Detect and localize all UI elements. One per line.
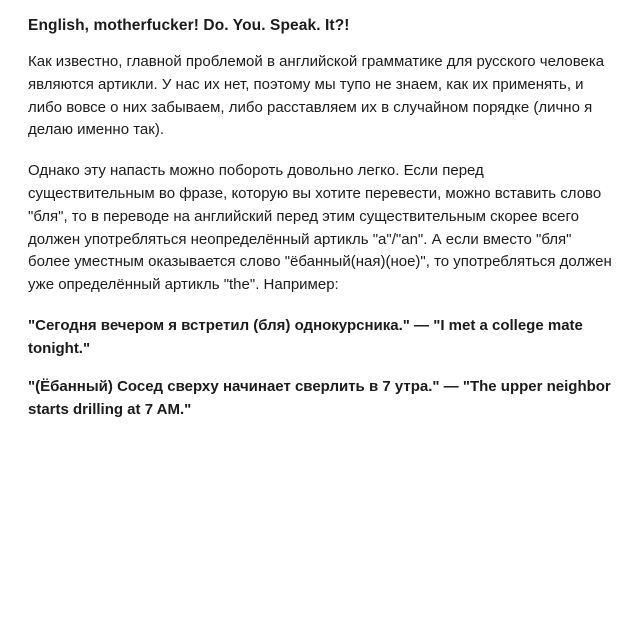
- paragraph-articles-problem: Как известно, главной проблемой в английской грамматике для русского человека являются артикли. У нас их нет, поэтому мы тупо не знаем, как их применять, и либо вовсе о них забываем, либо расставляем их в случайном порядке (лично я делаю именно так).: [28, 52, 605, 139]
- paragraph-example-definite-article: "(Ёбанный) Сосед сверху начинает сверлить в 7 утра." — "The upper neighbor starts drilling at 7 AM.": [28, 378, 611, 419]
- page-title: English, motherfucker! Do. You. Speak. It?!: [28, 17, 350, 34]
- paragraph-example-indefinite-article: "Сегодня вечером я встретил (бля) однокурсника." — "I met a college mate tonight.": [28, 316, 583, 357]
- paragraph-rule-explanation: Однако эту напасть можно побороть довольно легко. Если перед существительным во фразе, которую вы хотите перевести, можно вставить слово "бля", то в переводе на английский перед этим существительным скорее всего должен употребляться неопределённый артикль "a"/"an". А если вместо "бля" более уместным оказывается слово "ёбанный(ная)(ное)", то употребляться должен уже определённый артикль "the". Например:: [28, 162, 612, 294]
